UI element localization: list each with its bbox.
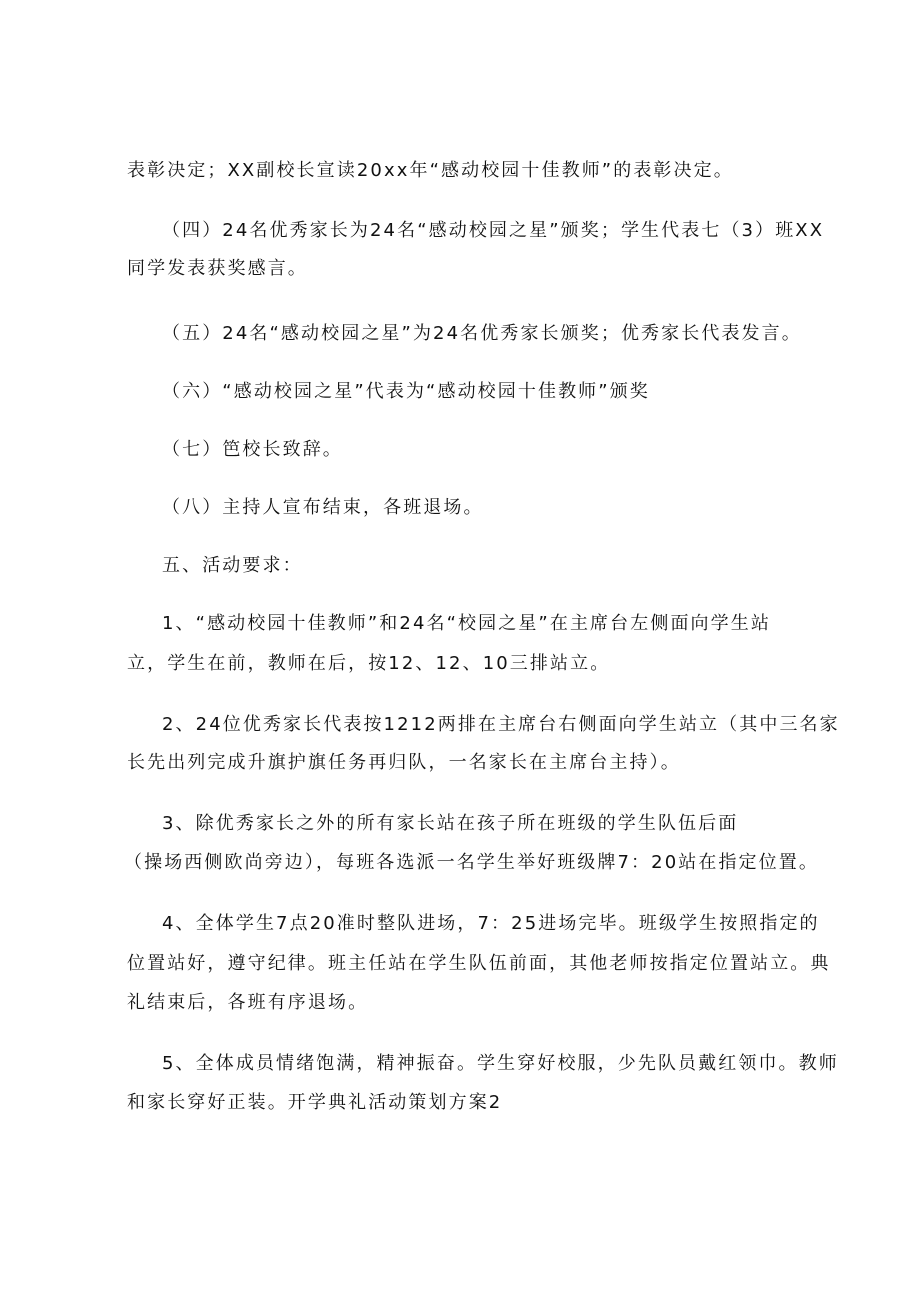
text-line-item-4-cont: 同学发表获奖感言。 — [127, 258, 308, 279]
text-line-req-5-cont: 和家长穿好正装。开学典礼活动策划方案2 — [127, 1092, 503, 1113]
text-line-req-3: 3、除优秀家长之外的所有家长站在孩子所在班级的学生队伍后面 — [162, 813, 739, 834]
text-line-item-7: （七）笆校长致辞。 — [162, 439, 343, 460]
text-line-award-decision: 表彰决定；XX副校长宣读20xx年“感动校园十佳教师”的表彰决定。 — [127, 160, 734, 181]
text-line-req-4-cont: 位置站好，遵守纪律。班主任站在学生队伍前面，其他老师按指定位置站立。典 — [127, 953, 831, 974]
text-line-req-1-cont: 立，学生在前，教师在后，按12、12、10三排站立。 — [127, 653, 611, 674]
text-line-req-1: 1、“感动校园十佳教师”和24名“校园之星”在主席台左侧面向学生站 — [162, 613, 771, 634]
text-line-item-6: （六）“感动校园之星”代表为“感动校园十佳教师”颁奖 — [162, 381, 650, 402]
text-line-req-2: 2、24位优秀家长代表按1212两排在主席台右侧面向学生站立（其中三名家 — [162, 714, 840, 735]
text-line-req-4-cont-2: 礼结束后，各班有序退场。 — [127, 992, 369, 1013]
text-line-req-4: 4、全体学生7点20准时整队进场，7：25进场完毕。班级学生按照指定的 — [162, 913, 820, 934]
text-line-item-8: （八）主持人宣布结束，各班退场。 — [162, 497, 484, 518]
text-line-item-4: （四）24名优秀家长为24名“感动校园之星”颁奖；学生代表七（3）班XX — [162, 220, 825, 241]
text-line-req-5: 5、全体成员情绪饱满，精神振奋。学生穿好校服，少先队员戴红领巾。教师 — [162, 1053, 839, 1074]
text-line-item-5: （五）24名“感动校园之星”为24名优秀家长颁奖；优秀家长代表发言。 — [162, 323, 802, 344]
text-line-req-3-cont: （操场西侧欧尚旁边），每班各选派一名学生举好班级牌7：20站在指定位置。 — [124, 852, 819, 873]
section-heading-activity-requirements: 五、活动要求： — [162, 555, 303, 576]
text-line-req-2-cont: 长先出列完成升旗护旗任务再归队，一名家长在主席台主持）。 — [127, 752, 681, 773]
